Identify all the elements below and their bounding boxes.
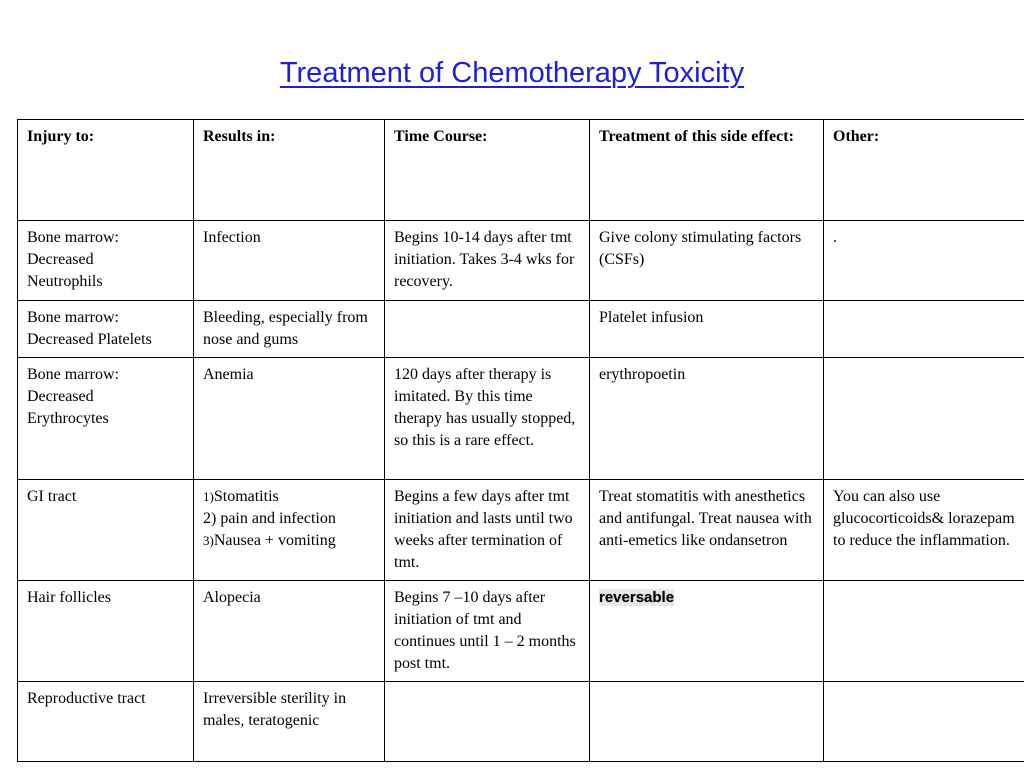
table-row <box>18 301 1024 358</box>
table-row <box>18 682 1024 762</box>
cell-injury <box>18 358 194 480</box>
cell-injury-line: Decreased <box>27 388 94 405</box>
cell-other <box>824 301 1024 358</box>
cell-treatment: erythropoetin <box>590 358 824 480</box>
cell-other <box>824 581 1024 682</box>
page-title[interactable]: Treatment of Chemotherapy Toxicity <box>279 57 745 89</box>
header-results: Results in: <box>194 120 385 221</box>
results-list-item <box>203 486 376 508</box>
cell-results: Infection <box>194 221 385 301</box>
list-text: Stomatitis <box>213 488 279 505</box>
reversable-highlight: reversable <box>599 589 675 606</box>
cell-injury <box>18 480 194 581</box>
cell-injury <box>18 581 194 682</box>
table-row <box>18 358 1024 480</box>
cell-treatment: Platelet infusion <box>590 301 824 358</box>
cell-treatment <box>590 682 824 762</box>
cell-injury-line: Decreased Platelets <box>27 331 152 348</box>
cell-treatment: Treat stomatitis with anesthetics and antifungal. Treat nausea with anti-emetics like ondansetron <box>590 480 824 581</box>
cell-time-course: Begins 10-14 days after tmt initiation. Takes 3-4 wks for recovery. <box>385 221 590 301</box>
header-treatment: Treatment of this side effect: <box>590 120 824 221</box>
cell-treatment: Give colony stimulating factors (CSFs) <box>590 221 824 301</box>
results-list-item <box>203 508 376 530</box>
results-list-item <box>203 530 376 552</box>
cell-other <box>824 358 1024 480</box>
cell-results <box>194 480 385 581</box>
list-number: 1) <box>203 489 214 504</box>
cell-other <box>824 682 1024 762</box>
cell-injury-line: Reproductive tract <box>27 690 146 707</box>
cell-injury <box>18 221 194 301</box>
cell-injury-line: Erythrocytes <box>27 410 109 427</box>
cell-injury <box>18 301 194 358</box>
cell-other: . <box>824 221 1024 301</box>
cell-results: Irreversible sterility in males, teratogenic <box>194 682 385 762</box>
table-row <box>18 221 1024 301</box>
list-text: Nausea + vomiting <box>213 532 336 549</box>
cell-injury <box>18 682 194 762</box>
table-row <box>18 581 1024 682</box>
toxicity-table <box>17 119 1024 762</box>
cell-time-course: 120 days after therapy is imitated. By this time therapy has usually stopped, so this is a rare effect. <box>385 358 590 480</box>
cell-injury-line: Decreased <box>27 251 94 268</box>
cell-injury-line: Neutrophils <box>27 273 103 290</box>
header-other: Other: <box>824 120 1024 221</box>
table-row <box>18 480 1024 581</box>
cell-injury-line: Bone marrow: <box>27 309 119 326</box>
list-text: pain and infection <box>216 510 336 527</box>
cell-results: Anemia <box>194 358 385 480</box>
cell-injury-line: Bone marrow: <box>27 366 119 383</box>
cell-results: Alopecia <box>194 581 385 682</box>
cell-other: You can also use glucocorticoids& lorazepam to reduce the inflammation. <box>824 480 1024 581</box>
list-number: 2) <box>203 510 217 527</box>
header-injury: Injury to: <box>18 120 194 221</box>
cell-results: Bleeding, especially from nose and gums <box>194 301 385 358</box>
list-number: 3) <box>203 533 214 548</box>
cell-time-course: Begins 7 –10 days after initiation of tmt and continues until 1 – 2 months post tmt. <box>385 581 590 682</box>
cell-treatment <box>590 581 824 682</box>
cell-injury-line: GI tract <box>27 488 77 505</box>
cell-time-course <box>385 682 590 762</box>
cell-injury-line: Hair follicles <box>27 589 111 606</box>
header-row <box>18 120 1024 221</box>
cell-time-course <box>385 301 590 358</box>
cell-injury-line: Bone marrow: <box>27 229 119 246</box>
cell-time-course: Begins a few days after tmt initiation and lasts until two weeks after termination of tmt. <box>385 480 590 581</box>
header-time-course: Time Course: <box>385 120 590 221</box>
